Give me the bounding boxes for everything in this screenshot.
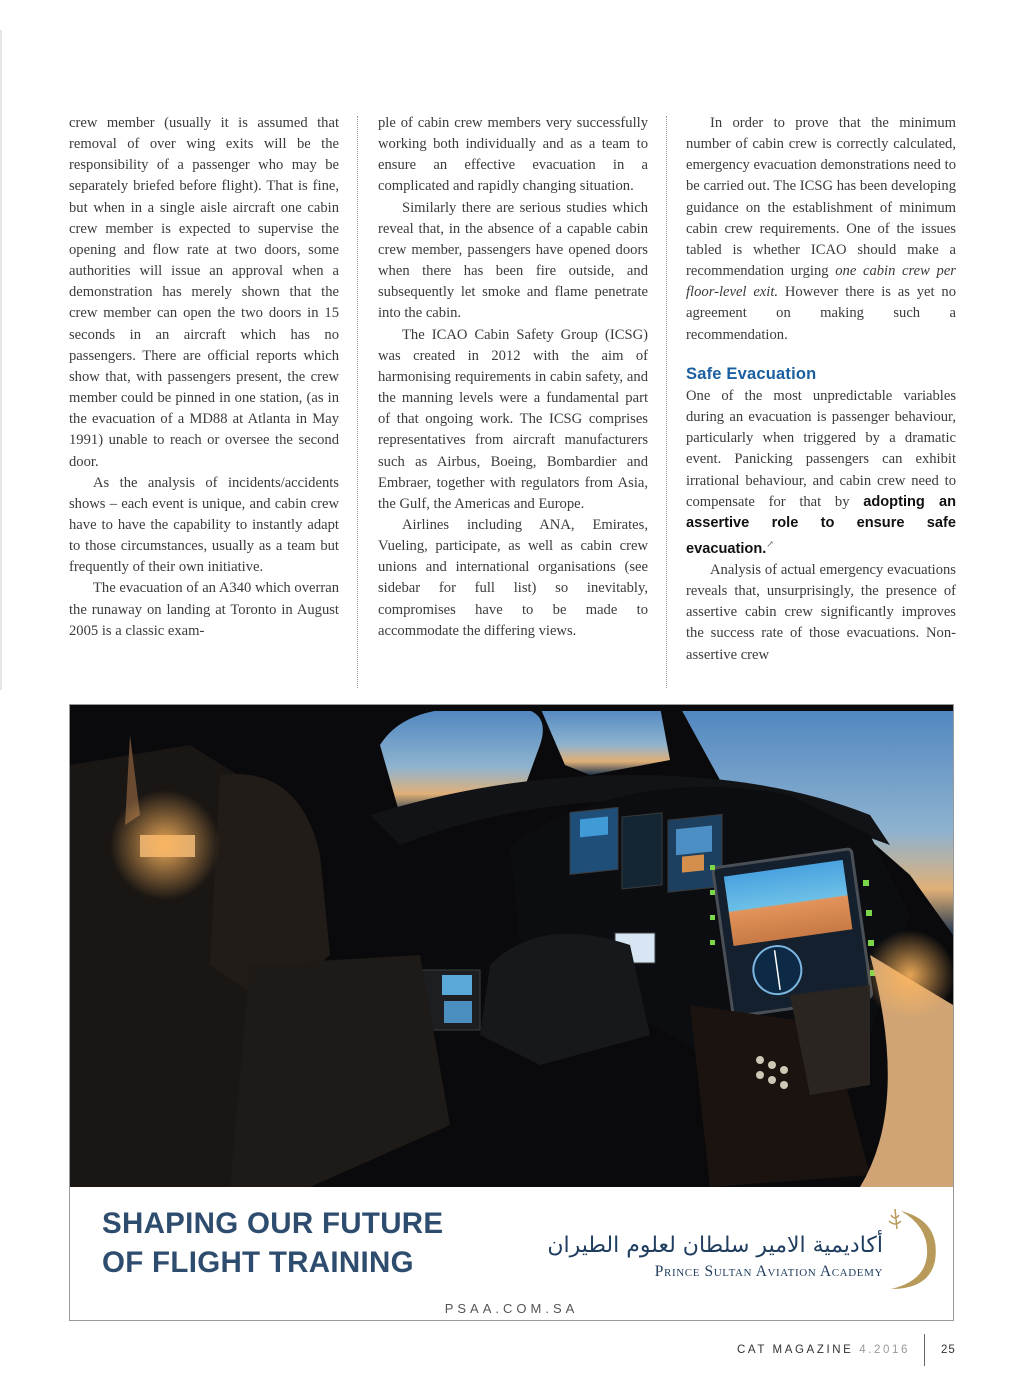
paragraph: The evacuation of an A340 which overran the runaway on landing at Toronto in August 2005 is a classic exam- — [69, 580, 339, 639]
tagline-line: SHAPING OUR FUTURE — [102, 1207, 444, 1240]
paragraph: Similarly there are serious studies which reveal that, in the absence of a capable cabin crew member, passengers have opened doors when there has been fire outside, and subsequently let smoke and flame penetrate into the cabin. — [378, 199, 648, 322]
paragraph: As the analysis of incidents/accidents shows – each event is unique, and cabin crew have to have the capability to instantly adapt to those circumstances, usually as a team but frequently of their own initiative. — [69, 474, 339, 576]
page-number: 25 — [941, 1344, 956, 1356]
advertisement — [69, 704, 954, 1321]
logo-arabic-text: أكاديمية الامير سلطان لعلوم الطيران — [547, 1233, 883, 1258]
article-column-1 — [69, 113, 339, 642]
emphasis-text: one cabin crew per floor-level exit. — [686, 263, 956, 301]
crescent-emblem-icon — [883, 1203, 943, 1299]
paragraph: Airlines including ANA, Emirates, Vueling, participate, as well as cabin crew unions and international organisations (see sidebar for full list) so inevitably, compromises have to be made to accommodate the differing views. — [378, 516, 648, 639]
paragraph: ple of cabin crew members very successfully working both individually and as a team to ensure an effective evacuation in a complicated and rapidly changing situation. — [378, 115, 648, 195]
paragraph: The ICAO Cabin Safety Group (ICSG) was created in 2012 with the aim of harmonising requirements in cabin safety, and the manning levels were a fundamental part of that ongoing work. The ICSG comprises representatives from aircraft manufacturers such as Airbus, Boeing, Bombardier and Embraer, together with regulators from Asia, the Gulf, the Americas and Europe. — [378, 326, 648, 512]
issue-number: 4.2016 — [859, 1344, 910, 1356]
flight-simulator-cockpit-photo — [70, 705, 953, 1187]
paragraph — [686, 386, 956, 560]
article-column-3 — [686, 113, 956, 666]
article-column-2 — [378, 113, 648, 642]
footer-divider — [924, 1334, 925, 1366]
section-heading: Safe Evacuation — [686, 364, 817, 383]
logo-english-text: Prince Sultan Aviation Academy — [654, 1263, 883, 1280]
paragraph: crew member (usually it is assumed that removal of over wing exits will be the responsibility of a passenger who may be separately briefed before flight). That is fine, but when in a single aisle aircraft one cabin crew member is expected to supervise the opening and flow rate at two doors, some authorities will issue an approval when a demonstration has merely shown that the crew member can open the two doors in 15 seconds in an aircraft which has no passengers. There are official reports which show that, with passengers present, the crew member could be pinned in one station, (as in the evacuation of a MD88 at Atlanta in May 1991) unable to reach or oversee the second door. — [69, 115, 339, 470]
magazine-name: CAT MAGAZINE — [737, 1344, 854, 1356]
academy-logo — [547, 1203, 943, 1299]
text-run: However there is as yet no agreement on making such a recommendation. — [686, 284, 957, 343]
page-edge-mark — [0, 30, 2, 690]
footer-magazine-title — [737, 1344, 910, 1356]
pull-quote-mark-icon: ↗ — [766, 538, 774, 549]
ad-website-link[interactable]: PSAA.COM.SA — [444, 1301, 579, 1316]
text-run: One of the most unpredictable variables during an evacuation is passenger behaviour, particularly when triggered by a dramatic event. Panicking passengers can exhibit irrational behaviour, and cabin crew need to compensate for that by — [686, 387, 956, 510]
text-run: In order to prove that the minimum number of cabin crew is correctly calculated, emergency evacuation demonstrations need to be carried out. The ICSG has been developing guidance on the establishment of minimum cabin crew requirements. One of the issues tabled is whether ICAO should make a recommendation urging — [686, 115, 956, 280]
ad-tagline — [102, 1204, 443, 1282]
column-divider — [357, 116, 358, 688]
column-divider — [666, 116, 667, 688]
bold-text: adopting an assertive role to ensure safe evacuation. — [686, 493, 956, 557]
paragraph — [686, 113, 956, 346]
paragraph: Analysis of actual emergency evacuations reveals that, unsurprisingly, the presence of assertive cabin crew significantly improves the success rate of those evacuations. Non-assertive crew — [686, 561, 956, 663]
tagline-line: OF FLIGHT TRAINING — [102, 1246, 414, 1279]
